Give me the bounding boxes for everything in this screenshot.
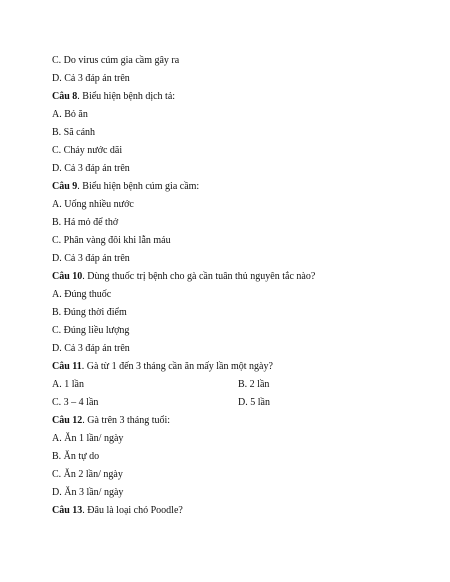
option-row bbox=[52, 394, 412, 412]
question-text: . Biểu hiện bệnh dịch tả: bbox=[77, 91, 176, 102]
answer-option: B. Ăn tự do bbox=[52, 451, 100, 462]
answer-option: A. Ăn 1 lần/ ngày bbox=[52, 433, 124, 444]
answer-option: A. Uống nhiều nước bbox=[52, 199, 134, 210]
question-line bbox=[52, 412, 412, 430]
question-line bbox=[52, 88, 412, 106]
question-number: Câu 10 bbox=[52, 271, 83, 282]
answer-option: B. Há mỏ để thở bbox=[52, 217, 119, 228]
answer-option: B. Đúng thời điểm bbox=[52, 307, 127, 318]
question-text: . Gà trên 3 tháng tuổi: bbox=[82, 415, 171, 426]
question-line bbox=[52, 358, 412, 376]
question-text: . Biểu hiện bệnh cúm gia cầm: bbox=[77, 181, 200, 192]
question-line bbox=[52, 178, 412, 196]
answer-option: D. Cả 3 đáp án trên bbox=[52, 73, 130, 84]
answer-option: C. Phân vàng đôi khi lẫn máu bbox=[52, 235, 171, 246]
answer-option: A. Bỏ ăn bbox=[52, 109, 88, 120]
answer-option: D. 5 lần bbox=[238, 397, 270, 408]
question-line bbox=[52, 502, 412, 520]
answer-option: C. Chảy nước dãi bbox=[52, 145, 123, 156]
answer-option: D. Cả 3 đáp án trên bbox=[52, 163, 130, 174]
option-row bbox=[52, 376, 412, 394]
answer-option: C. Ăn 2 lần/ ngày bbox=[52, 469, 123, 480]
answer-option: D. Cả 3 đáp án trên bbox=[52, 253, 130, 264]
question-text: . Gà từ 1 đến 3 tháng cần ăn mấy lần một ngày? bbox=[81, 361, 273, 372]
answer-option: C. Do virus cúm gia cầm gây ra bbox=[52, 55, 180, 66]
question-line bbox=[52, 268, 412, 286]
answer-option: D. Ăn 3 lần/ ngày bbox=[52, 487, 124, 498]
quiz-content bbox=[52, 52, 412, 520]
answer-option: C. Đúng liều lượng bbox=[52, 325, 130, 336]
question-number: Câu 11 bbox=[52, 361, 82, 372]
answer-option: D. Cả 3 đáp án trên bbox=[52, 343, 130, 354]
question-number: Câu 13 bbox=[52, 505, 83, 516]
answer-option: B. Sã cánh bbox=[52, 127, 96, 138]
question-text: . Dùng thuốc trị bệnh cho gà cần tuân thủ nguyên tắc nào? bbox=[82, 271, 316, 282]
question-number: Câu 9 bbox=[52, 181, 78, 192]
answer-option: A. Đúng thuốc bbox=[52, 289, 112, 300]
question-text: . Đâu là loại chó Poodle? bbox=[82, 505, 183, 516]
question-number: Câu 12 bbox=[52, 415, 83, 426]
question-number: Câu 8 bbox=[52, 91, 78, 102]
answer-option: A. 1 lần bbox=[52, 379, 84, 390]
answer-option: B. 2 lần bbox=[238, 379, 270, 390]
answer-option: C. 3 – 4 lần bbox=[52, 397, 99, 408]
